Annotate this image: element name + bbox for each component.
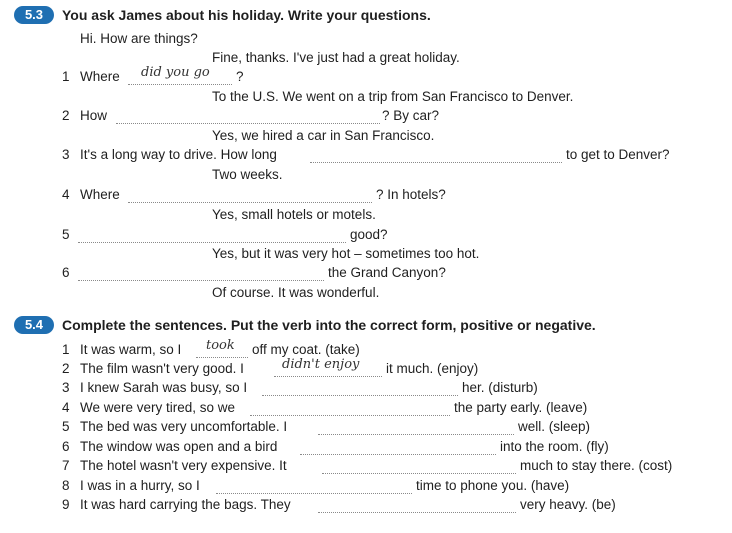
answer-blank[interactable]: [128, 84, 232, 85]
item-number: 6: [62, 439, 70, 454]
question-suffix: ? By car?: [382, 108, 440, 123]
exercise-title: Complete the sentences. Put the verb into the correct form, positive or negative.: [62, 317, 596, 333]
handwritten-answer: didn't enjoy: [282, 357, 360, 372]
exercise-5-4-header: [14, 316, 596, 334]
sentence-prefix: I knew Sarah was busy, so I: [80, 380, 248, 395]
answer-blank[interactable]: [216, 493, 412, 494]
answer-blank[interactable]: [274, 376, 382, 377]
question-prefix: Where: [80, 187, 120, 202]
item-number: 9: [62, 497, 70, 512]
intro-answer: Fine, thanks. I've just had a great holiday.: [212, 50, 460, 65]
item-number: 4: [62, 400, 70, 415]
answer-blank[interactable]: [310, 162, 562, 163]
handwritten-answer: did you go: [141, 65, 210, 80]
james-answer: Yes, we hired a car in San Francisco.: [212, 128, 435, 143]
exercise-title: You ask James about his holiday. Write your questions.: [62, 7, 431, 23]
handwritten-answer: took: [206, 338, 235, 353]
item-number: 5: [62, 419, 70, 434]
question-prefix: How: [80, 108, 108, 123]
answer-blank[interactable]: [318, 434, 514, 435]
answer-blank[interactable]: [300, 454, 496, 455]
sentence-suffix: well. (sleep): [518, 419, 591, 434]
answer-blank[interactable]: [262, 395, 458, 396]
question-suffix: good?: [350, 227, 388, 242]
sentence-suffix: much to stay there. (cost): [520, 458, 673, 473]
item-number: 5: [62, 227, 70, 242]
exercise-badge: 5.3: [14, 6, 54, 24]
question-suffix: the Grand Canyon?: [328, 265, 446, 280]
sentence-prefix: I was in a hurry, so I: [80, 478, 200, 493]
item-number: 3: [62, 147, 70, 162]
sentence-suffix: time to phone you. (have): [416, 478, 570, 493]
question-prefix: It's a long way to drive. How long: [80, 147, 277, 162]
exercise-badge: 5.4: [14, 316, 54, 334]
sentence-suffix: into the room. (fly): [500, 439, 609, 454]
answer-blank[interactable]: [78, 242, 346, 243]
item-number: 8: [62, 478, 70, 493]
question-suffix: ? In hotels?: [376, 187, 446, 202]
question-prefix: Where: [80, 69, 120, 84]
answer-blank[interactable]: [250, 415, 450, 416]
sentence-suffix: the party early. (leave): [454, 400, 588, 415]
answer-blank[interactable]: [322, 473, 516, 474]
james-answer: To the U.S. We went on a trip from San Francisco to Denver.: [212, 89, 574, 104]
answer-blank[interactable]: [196, 357, 248, 358]
sentence-prefix: It was hard carrying the bags. They: [80, 497, 291, 512]
exercise-5-3-header: [14, 6, 431, 24]
item-number: 2: [62, 361, 70, 376]
answer-blank[interactable]: [128, 202, 372, 203]
answer-blank[interactable]: [318, 512, 516, 513]
intro-question: Hi. How are things?: [80, 31, 198, 46]
james-answer: Two weeks.: [212, 167, 283, 182]
sentence-prefix: It was warm, so I: [80, 342, 182, 357]
sentence-suffix: off my coat. (take): [252, 342, 360, 357]
answer-blank[interactable]: [78, 280, 324, 281]
james-answer: Yes, but it was very hot – sometimes too hot.: [212, 246, 480, 261]
sentence-prefix: The bed was very uncomfortable. I: [80, 419, 288, 434]
sentence-prefix: The hotel wasn't very expensive. It: [80, 458, 287, 473]
james-answer: Of course. It was wonderful.: [212, 285, 380, 300]
item-number: 1: [62, 342, 70, 357]
sentence-suffix: her. (disturb): [462, 380, 538, 395]
question-suffix: ?: [236, 69, 244, 84]
item-number: 4: [62, 187, 70, 202]
james-answer: Yes, small hotels or motels.: [212, 207, 376, 222]
item-number: 6: [62, 265, 70, 280]
answer-blank[interactable]: [116, 123, 380, 124]
sentence-prefix: We were very tired, so we: [80, 400, 236, 415]
item-number: 1: [62, 69, 70, 84]
sentence-suffix: it much. (enjoy): [386, 361, 479, 376]
item-number: 2: [62, 108, 70, 123]
question-suffix: to get to Denver?: [566, 147, 670, 162]
sentence-suffix: very heavy. (be): [520, 497, 616, 512]
item-number: 3: [62, 380, 70, 395]
item-number: 7: [62, 458, 70, 473]
sentence-prefix: The film wasn't very good. I: [80, 361, 244, 376]
sentence-prefix: The window was open and a bird: [80, 439, 278, 454]
